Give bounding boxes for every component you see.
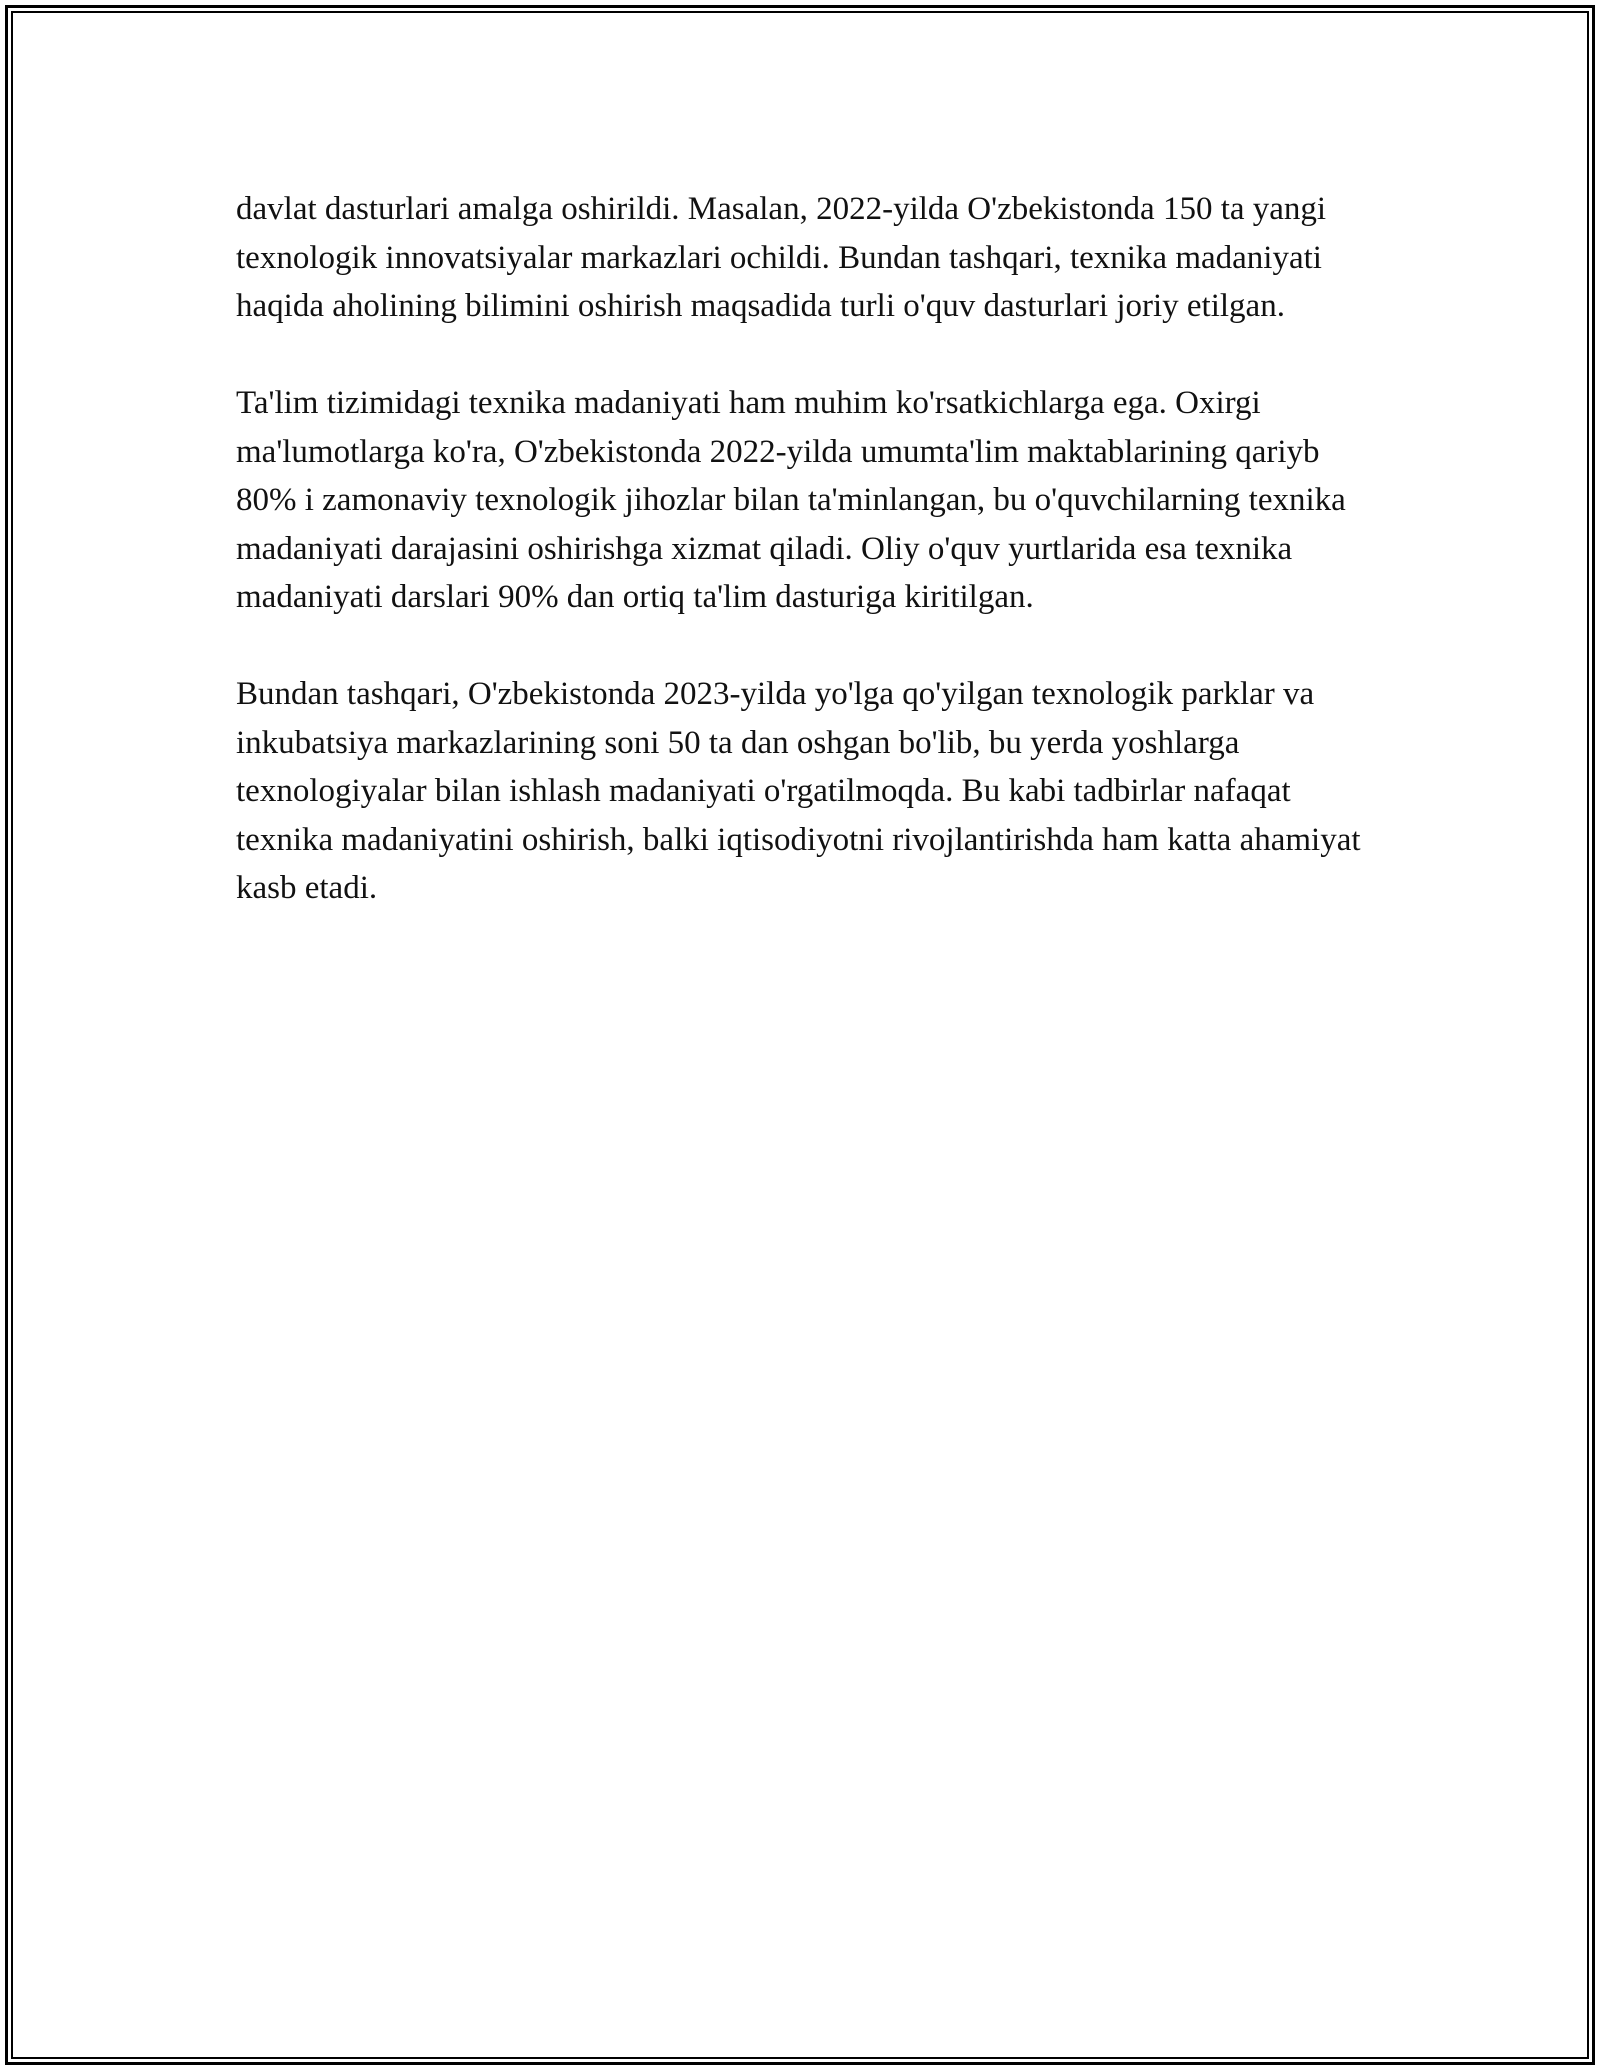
paragraph-1: davlat dasturlari amalga oshirildi. Masalan, 2022-yilda O'zbekistonda 150 ta yangi texnologik innovatsiyalar markazlari ochildi. Bundan tashqari, texnika madaniyati haqida aholining bilimini oshirish maqsadida turli o'quv dasturlari joriy etilgan. xyxy=(236,191,1327,324)
document-body xyxy=(236,185,1376,913)
paragraph-2: Ta'lim tizimidagi texnika madaniyati ham muhim ko'rsatkichlarga ega. Oxirgi ma'lumotlarga ko'ra, O'zbekistonda 2022-yilda umumta'lim maktablarining qariyb 80% i zamonaviy texnologik jihozlar bilan ta'minlangan, bu o'quvchilarning texnika madaniyati darajasini oshirishga xizmat qiladi. Oliy o'quv yurtlarida esa texnika madaniyati darslari 90% dan ortiq ta'lim dasturiga kiritilgan. xyxy=(236,385,1346,615)
paragraph-3: Bundan tashqari, O'zbekistonda 2023-yilda yo'lga qo'yilgan texnologik parklar va inkubatsiya markazlarining soni 50 ta dan oshgan bo'lib, bu yerda yoshlarga texnologiyalar bilan ishlash madaniyati o'rgatilmoqda. Bu kabi tadbirlar nafaqat texnika madaniyatini oshirish, balki iqtisodiyotni rivojlantirishda ham katta ahamiyat kasb etadi. xyxy=(236,676,1361,906)
